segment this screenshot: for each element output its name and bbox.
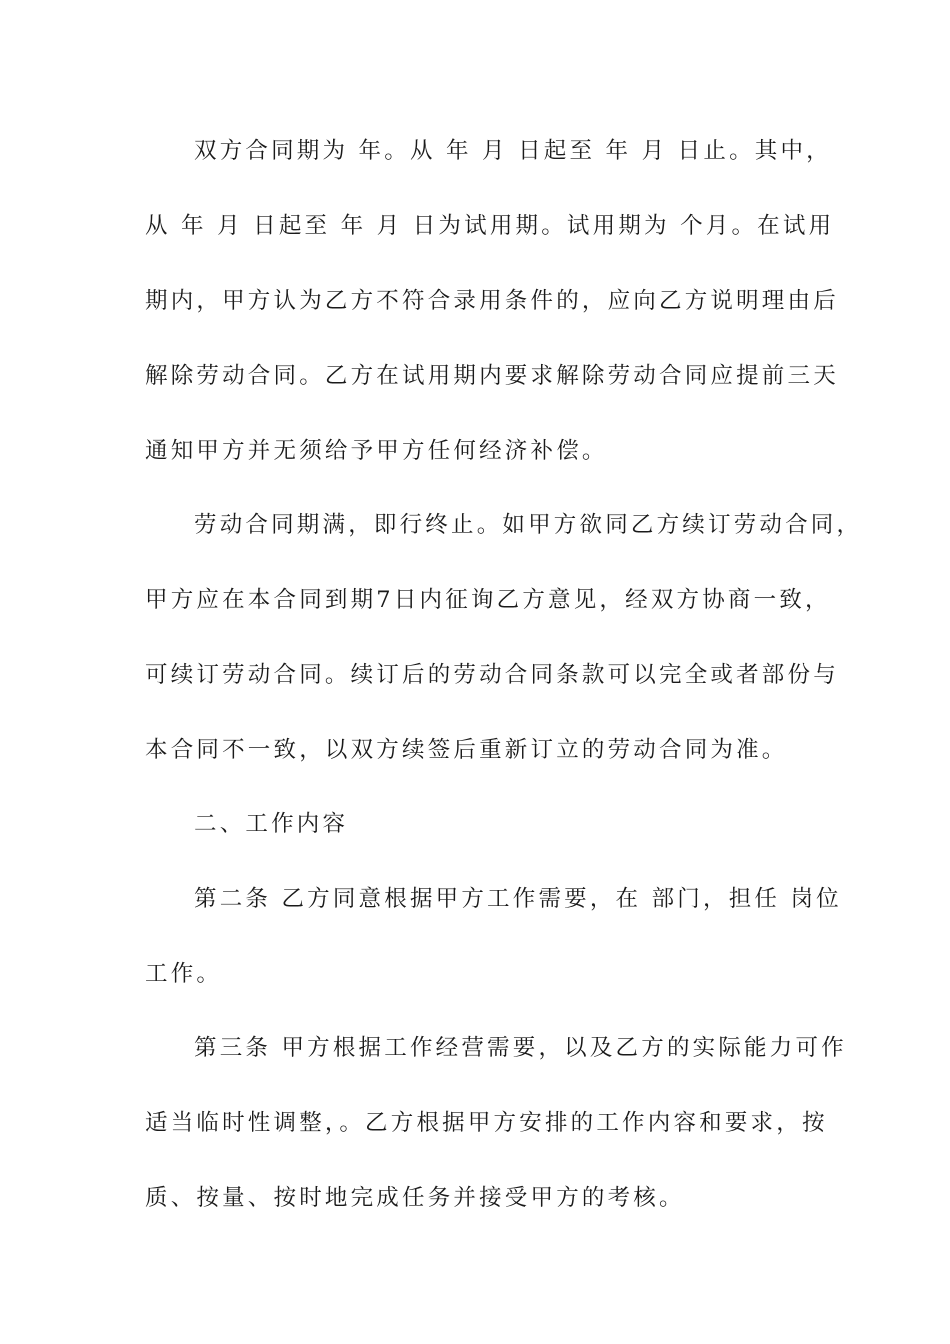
paragraph-line: 适当临时性调整，。乙方根据甲方安排的工作内容和要求，按	[145, 1110, 828, 1136]
paragraph-line: 本合同不一致，以双方续签后重新订立的劳动合同为准。	[145, 737, 788, 763]
paragraph-line: 劳动合同期满，即行终止。如甲方欲同乙方续订劳动合同，	[194, 512, 863, 538]
paragraph-line: 工作。	[145, 961, 223, 987]
paragraph-line: 解除劳动合同。乙方在试用期内要求解除劳动合同应提前三天	[145, 363, 839, 389]
paragraph-line: 质、按量、按时地完成任务并接受甲方的考核。	[145, 1185, 685, 1211]
section-heading: 二、工作内容	[194, 811, 349, 837]
paragraph-line: 甲方应在本合同到期7日内征询乙方意见，经双方协商一致，	[145, 587, 831, 613]
paragraph-line: 可续订劳动合同。续订后的劳动合同条款可以完全或者部份与	[145, 662, 839, 688]
paragraph-line: 通知甲方并无须给予甲方任何经济补偿。	[145, 438, 608, 464]
paragraph-line: 从 年 月 日起至 年 月 日为试用期。试用期为 个月。在试用	[145, 213, 835, 239]
paragraph-line: 双方合同期为 年。从 年 月 日起至 年 月 日止。其中，	[194, 138, 832, 164]
paragraph-line: 期内，甲方认为乙方不符合录用条件的，应向乙方说明理由后	[145, 288, 839, 314]
paragraph-line: 第二条 乙方同意根据甲方工作需要，在 部门，担任 岗位	[194, 886, 842, 912]
paragraph-line: 第三条 甲方根据工作经营需要，以及乙方的实际能力可作	[194, 1035, 847, 1061]
